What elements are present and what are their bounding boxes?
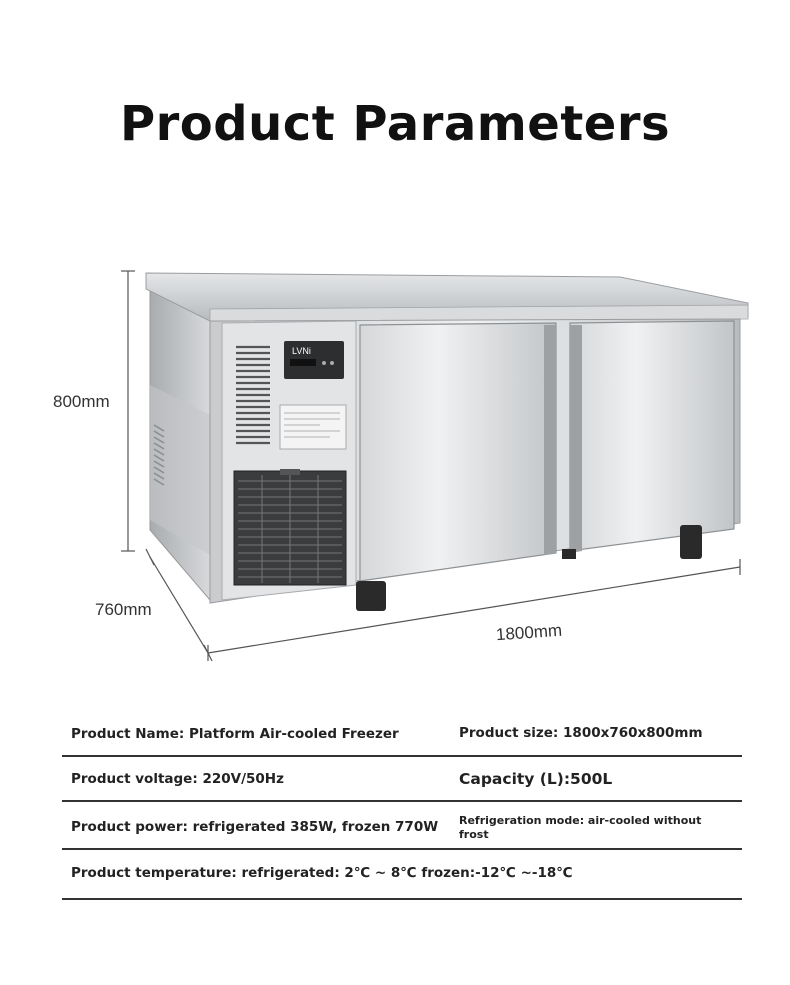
spec-row (62, 708, 742, 757)
brand-logo: LVNi (292, 346, 311, 356)
product-figure (0, 255, 790, 675)
spec-refrigeration-mode: Refrigeration mode: air-cooled without frost (459, 814, 702, 841)
depth-dimension-label: 760mm (95, 600, 152, 619)
spec-product-name: Product Name: Platform Air-cooled Freezer (71, 726, 399, 742)
spec-voltage: Product voltage: 220V/50Hz (71, 771, 284, 787)
spec-temperature: Product temperature: refrigerated: 2℃ ~ 8℃ frozen:-12℃ ~-18℃ (71, 865, 573, 881)
width-dimension-label: 1800mm (495, 620, 563, 645)
height-dimension-label: 800mm (53, 392, 110, 411)
spec-row (62, 802, 742, 850)
spec-row (62, 850, 742, 900)
spec-product-size: Product size: 1800x760x800mm (459, 725, 703, 741)
spec-row (62, 757, 742, 802)
page-title: Product Parameters (119, 96, 671, 152)
spec-power: Product power: refrigerated 385W, frozen 770W (71, 819, 439, 835)
spec-capacity: Capacity (L):500L (459, 770, 613, 788)
spec-table (62, 708, 742, 900)
